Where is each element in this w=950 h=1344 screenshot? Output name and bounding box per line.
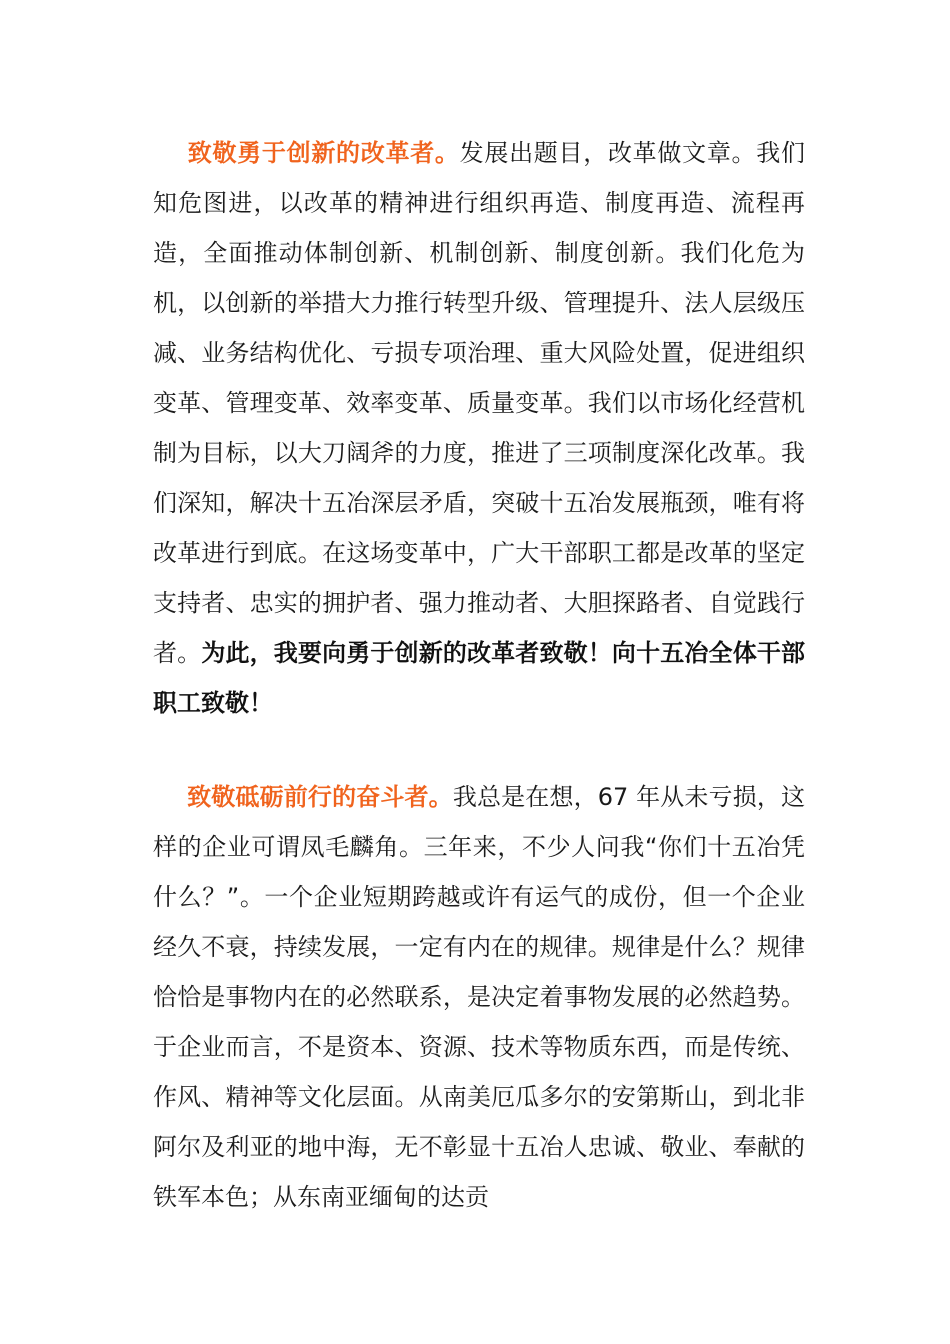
document-page bbox=[153, 128, 805, 1222]
paragraph-reformers bbox=[153, 128, 805, 728]
paragraph-body: 发展出题目，改革做文章。我们知危图进，以改革的精神进行组织再造、制度再造、流程再造，全面推动体制创新、机制创新、制度创新。我们化危为机，以创新的举措大力推行转型升级、管理提升、法人层级压减、业务结构优化、亏损专项治理、重大风险处置，促进组织变革、管理变革、效率变革、质量变革。我们以市场化经营机制为目标，以大刀阔斧的力度，推进了三项制度深化改革。我们深知，解决十五冶深层矛盾，突破十五冶发展瓶颈，唯有将改革进行到底。在这场变革中，广大干部职工都是改革的坚定支持者、忠实的拥护者、强力推动者、大胆探路者、自觉践行者。 bbox=[153, 139, 805, 667]
paragraph-lead-heading: 致敬勇于创新的改革者。 bbox=[187, 139, 460, 167]
paragraph-body: 我总是在想，67 年从未亏损，这样的企业可谓凤毛麟角。三年来，不少人问我“你们十五冶凭什么？”。一个企业短期跨越或许有运气的成份，但一个企业经久不衰，持续发展，一定有内在的规律。规律是什么？规律恰恰是事物内在的必然联系，是决定着事物发展的必然趋势。于企业而言，不是资本、资源、技术等物质东西，而是传统、作风、精神等文化层面。从南美厄瓜多尔的安第斯山，到北非阿尔及利亚的地中海，无不彰显十五冶人忠诚、敬业、奉献的铁军本色；从东南亚缅甸的达贡 bbox=[153, 783, 806, 1211]
paragraph-strivers bbox=[153, 772, 805, 1222]
paragraph-emphasis: 为此，我要向勇于创新的改革者致敬！向十五冶全体干部职工致敬！ bbox=[153, 639, 806, 717]
paragraph-lead-heading: 致敬砥砺前行的奋斗者。 bbox=[187, 783, 453, 811]
